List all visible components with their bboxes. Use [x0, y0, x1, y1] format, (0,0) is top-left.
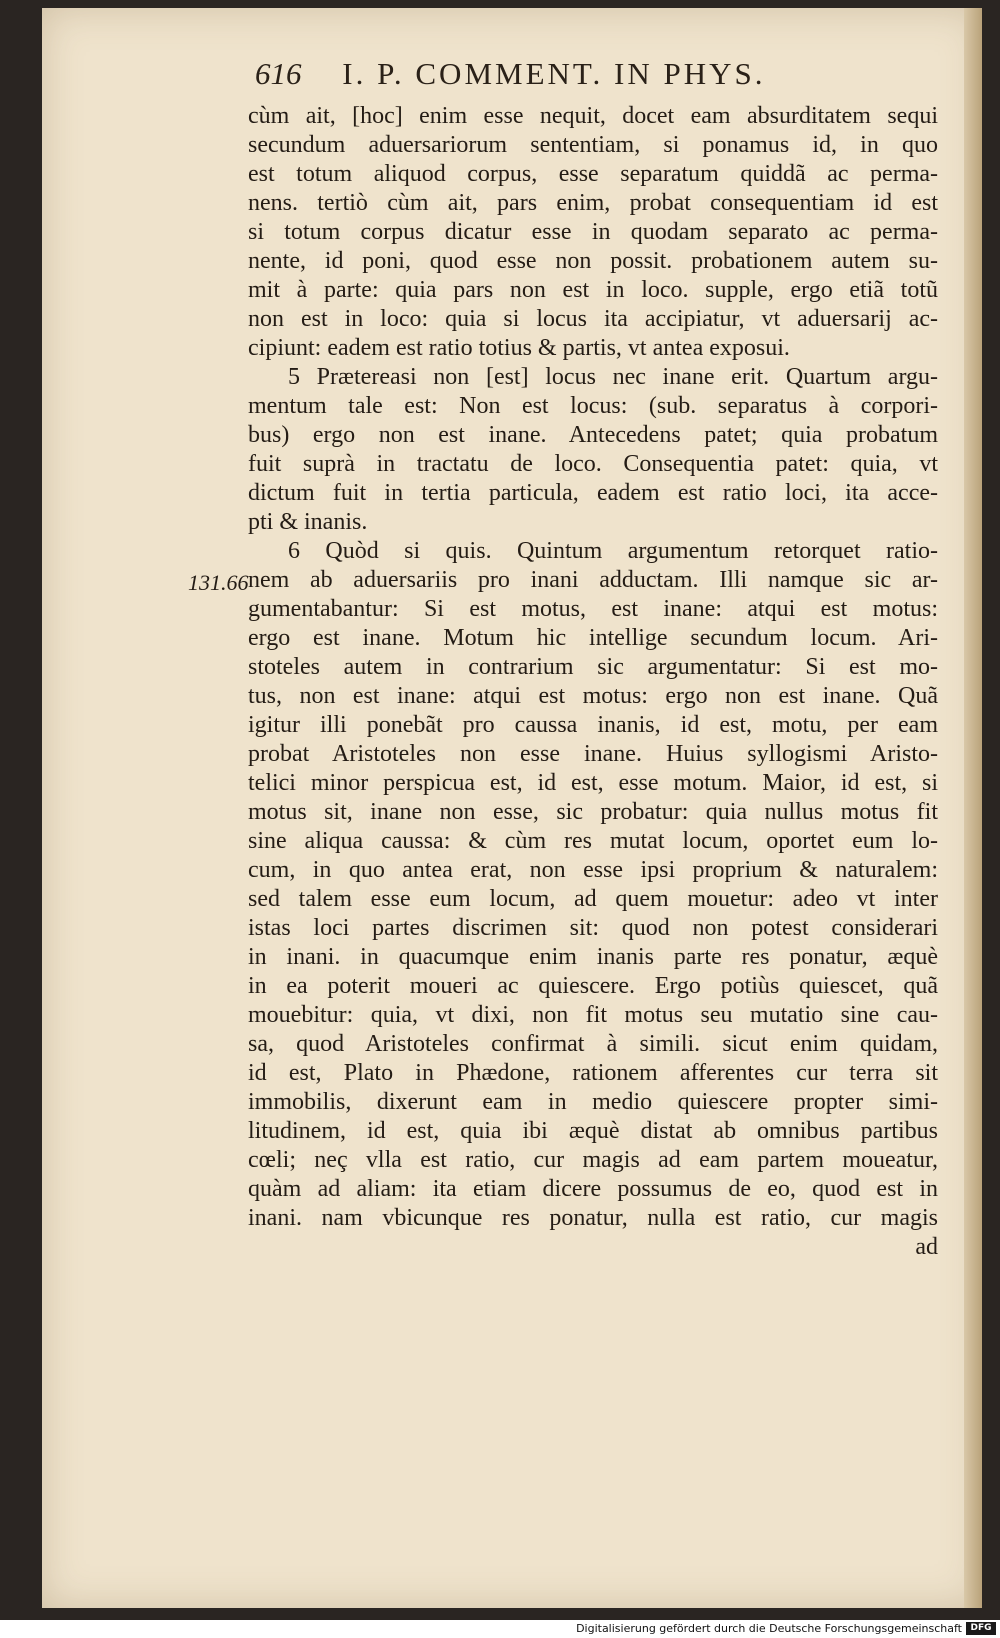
text-line: cipiunt: eadem est ratio totius & partis, vt antea exposui.	[248, 335, 790, 361]
text-line: telici minor perspicua est, id est, esse motum. Maior, id est, si	[248, 770, 938, 796]
text-line: ergo est inane. Motum hic intellige secundum locum. Ari-	[248, 625, 938, 651]
text-line: est totum aliquod corpus, esse separatum quiddã ac perma-	[248, 161, 938, 187]
text-line: litudinem, id est, quia ibi æquè distat ab omnibus partibus	[248, 1118, 938, 1144]
text-line: 5 Prætereasi non [est] locus nec inane erit. Quartum argu-	[288, 364, 938, 390]
text-line: cum, in quo antea erat, non esse ipsi proprium & naturalem:	[248, 857, 938, 883]
text-line: fuit suprà in tractatu de loco. Consequentia patet: quia, vt	[248, 451, 938, 477]
text-line: inani. nam vbicunque res ponatur, nulla est ratio, cur magis	[248, 1205, 938, 1231]
text-line: dictum fuit in tertia particula, eadem est ratio loci, ita acce-	[248, 480, 938, 506]
text-line: cùm ait, [hoc] enim esse nequit, docet eam absurditatem sequi	[248, 103, 938, 129]
text-line: id est, Plato in Phædone, rationem afferentes cur terra sit	[248, 1060, 938, 1086]
margin-reference: 131.66	[188, 570, 249, 595]
text-line: in inani. in quacumque enim inanis parte res ponatur, æquè	[248, 944, 938, 970]
text-line: cœli; neç vlla est ratio, cur magis ad eam partem moueatur,	[248, 1147, 938, 1173]
text-line: tus, non est inane: atqui est motus: ergo non est inane. Quã	[248, 683, 938, 709]
body-text	[248, 102, 938, 1262]
page-gutter	[964, 8, 982, 1608]
funding-credit: Digitalisierung gefördert durch die Deutsche Forschungsgemeinschaft	[576, 1622, 962, 1635]
text-line: stoteles autem in contrarium sic argumentatur: Si est mo-	[248, 654, 938, 680]
text-line: sed talem esse eum locum, ad quem mouetur: adeo vt inter	[248, 886, 938, 912]
text-line: nens. tertiò cùm ait, pars enim, probat consequentiam id est	[248, 190, 938, 216]
text-line: nem ab aduersariis pro inani adductam. Illi namque sic ar-	[248, 567, 938, 593]
text-line: secundum aduersariorum sententiam, si ponamus id, in quo	[248, 132, 938, 158]
text-line: quàm ad aliam: ita etiam dicere possumus de eo, quod est in	[248, 1176, 938, 1202]
text-line: sine aliqua caussa: & cùm res mutat locum, oportet eum lo-	[248, 828, 938, 854]
text-line: mouebitur: quia, vt dixi, non fit motus seu mutatio sine cau-	[248, 1002, 938, 1028]
footer-bar	[0, 1620, 1000, 1638]
text-line: igitur illi ponebãt pro caussa inanis, id est, motu, per eam	[248, 712, 938, 738]
text-line: nente, id poni, quod esse non possit. probationem autem su-	[248, 248, 938, 274]
text-line: 6 Quòd si quis. Quintum argumentum retorquet ratio-	[288, 538, 938, 564]
dfg-logo: DFG	[966, 1622, 996, 1635]
text-line: gumentabantur: Si est motus, est inane: atqui est motus:	[248, 596, 938, 622]
text-line: probat Aristoteles non esse inane. Huius syllogismi Aristo-	[248, 741, 938, 767]
running-head	[255, 56, 935, 98]
catchword: ad	[915, 1234, 938, 1260]
text-line: in ea poterit moueri ac quiescere. Ergo potiùs quiescet, quã	[248, 973, 938, 999]
text-line: bus) ergo non est inane. Antecedens patet; quia probatum	[248, 422, 938, 448]
text-line: mentum tale est: Non est locus: (sub. separatus à corpori-	[248, 393, 938, 419]
text-line: mit à parte: quia pars non est in loco. supple, ergo etiã totũ	[248, 277, 938, 303]
text-line: motus sit, inane non esse, sic probatur: quia nullus motus fit	[248, 799, 938, 825]
text-line: sa, quod Aristoteles confirmat à simili. sicut enim quidam,	[248, 1031, 938, 1057]
text-line: non est in loco: quia si locus ita accipiatur, vt aduersarij ac-	[248, 306, 938, 332]
running-title: I. P. COMMENT. IN PHYS.	[342, 56, 766, 91]
text-line: pti & inanis.	[248, 509, 368, 535]
text-line: si totum corpus dicatur esse in quodam separato ac perma-	[248, 219, 938, 245]
text-line: immobilis, dixerunt eam in medio quiescere propter simi-	[248, 1089, 938, 1115]
text-line: istas loci partes discrimen sit: quod non potest considerari	[248, 915, 938, 941]
page-number: 616	[255, 56, 302, 91]
